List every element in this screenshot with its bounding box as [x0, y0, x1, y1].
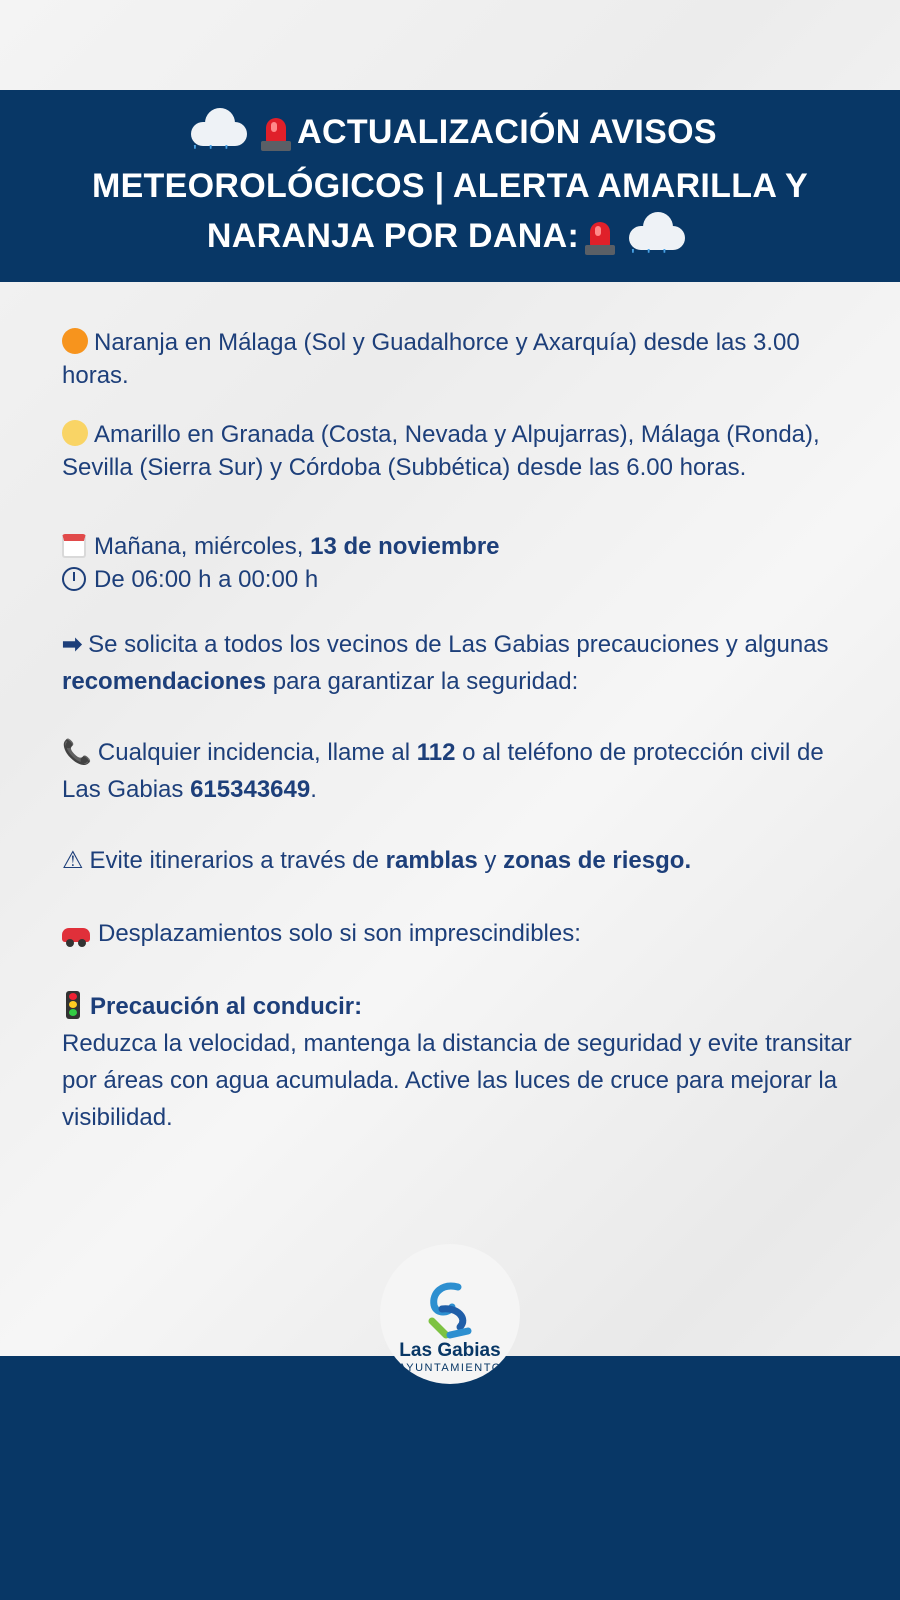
logo-name: Las Gabias: [399, 1340, 501, 1361]
calendar-icon: [62, 534, 86, 558]
avoid-text: Evite itinerarios a través de: [89, 847, 386, 874]
incident-text: Cualquier incidencia, llame al: [97, 739, 417, 766]
request-bold: recomendaciones: [62, 668, 267, 695]
incident-text-middle: o al teléfono de protección civil de Las Gabias: [62, 739, 824, 803]
notice-body: [62, 326, 852, 1136]
civil-protection-number: 615343649: [190, 776, 311, 803]
date-line: [62, 530, 852, 563]
yellow-alert: [62, 418, 852, 484]
header-line-3: [0, 208, 900, 268]
time-value: De 06:00 h a 00:00 h: [94, 566, 319, 593]
rain-cloud-icon: ' ' ': [625, 208, 689, 268]
header-line-1: [0, 104, 900, 164]
incident-text-end: .: [310, 776, 317, 803]
travel-paragraph: [62, 915, 852, 952]
orange-circle-icon: [62, 328, 88, 354]
avoid-text-middle: y: [477, 847, 504, 874]
header-title-line-2: METEOROLÓGICOS | ALERTA AMARILLA Y: [91, 167, 809, 205]
avoid-paragraph: [62, 842, 852, 879]
driving-title: Precaución al conducir:: [90, 993, 363, 1020]
yellow-circle-icon: [62, 420, 88, 446]
orange-alert-text: Naranja en Málaga (Sol y Guadalhorce y Axarquía) desde las 3.00 horas.: [62, 329, 800, 389]
header-title-line-1: ACTUALIZACIÓN AVISOS: [297, 112, 717, 151]
yellow-alert-text: Amarillo en Granada (Costa, Nevada y Alpujarras), Málaga (Ronda), Sevilla (Sierra Sur) y Córdoba (Subbética) desde las 6.00 horas.: [62, 421, 820, 481]
logo-subtitle: AYUNTAMIENTO: [398, 1362, 502, 1374]
footer-band: [0, 1356, 900, 1600]
date-value: 13 de noviembre: [310, 533, 500, 560]
clock-icon: [62, 567, 86, 591]
siren-icon: [583, 218, 617, 258]
request-text: Se solicita a todos los vecinos de Las Gabias precauciones y algunas: [88, 631, 829, 658]
avoid-bold-1: ramblas: [385, 847, 478, 874]
emergency-number: 112: [416, 739, 456, 766]
car-icon: [62, 928, 90, 942]
municipality-logo: [380, 1244, 520, 1384]
travel-text: Desplazamientos solo si son imprescindibles:: [98, 920, 581, 947]
header-banner: [0, 90, 900, 282]
traffic-light-icon: [66, 991, 80, 1019]
request-paragraph: [62, 626, 852, 700]
phone-icon: 📞: [62, 739, 92, 766]
avoid-bold-2: zonas de riesgo.: [503, 847, 692, 874]
driving-text: Reduzca la velocidad, mantenga la distancia de seguridad y evite transitar por áreas con agua acumulada. Active las luces de cruce para mejorar la visibilidad.: [62, 1030, 852, 1131]
right-arrow-icon: ➡: [62, 631, 83, 658]
warning-icon: ⚠: [62, 847, 84, 874]
driving-title-line: [62, 988, 852, 1025]
incident-paragraph: [62, 734, 852, 808]
header-title-line-3: NARANJA POR DANA:: [206, 216, 580, 255]
orange-alert: [62, 326, 852, 392]
siren-icon: [259, 114, 293, 154]
date-prefix: Mañana, miércoles,: [94, 533, 311, 560]
request-text-end: para garantizar la seguridad:: [266, 668, 579, 695]
time-line: [62, 563, 852, 596]
rain-cloud-icon: ' ' ': [187, 104, 251, 164]
las-gabias-logo-icon: [424, 1279, 476, 1341]
